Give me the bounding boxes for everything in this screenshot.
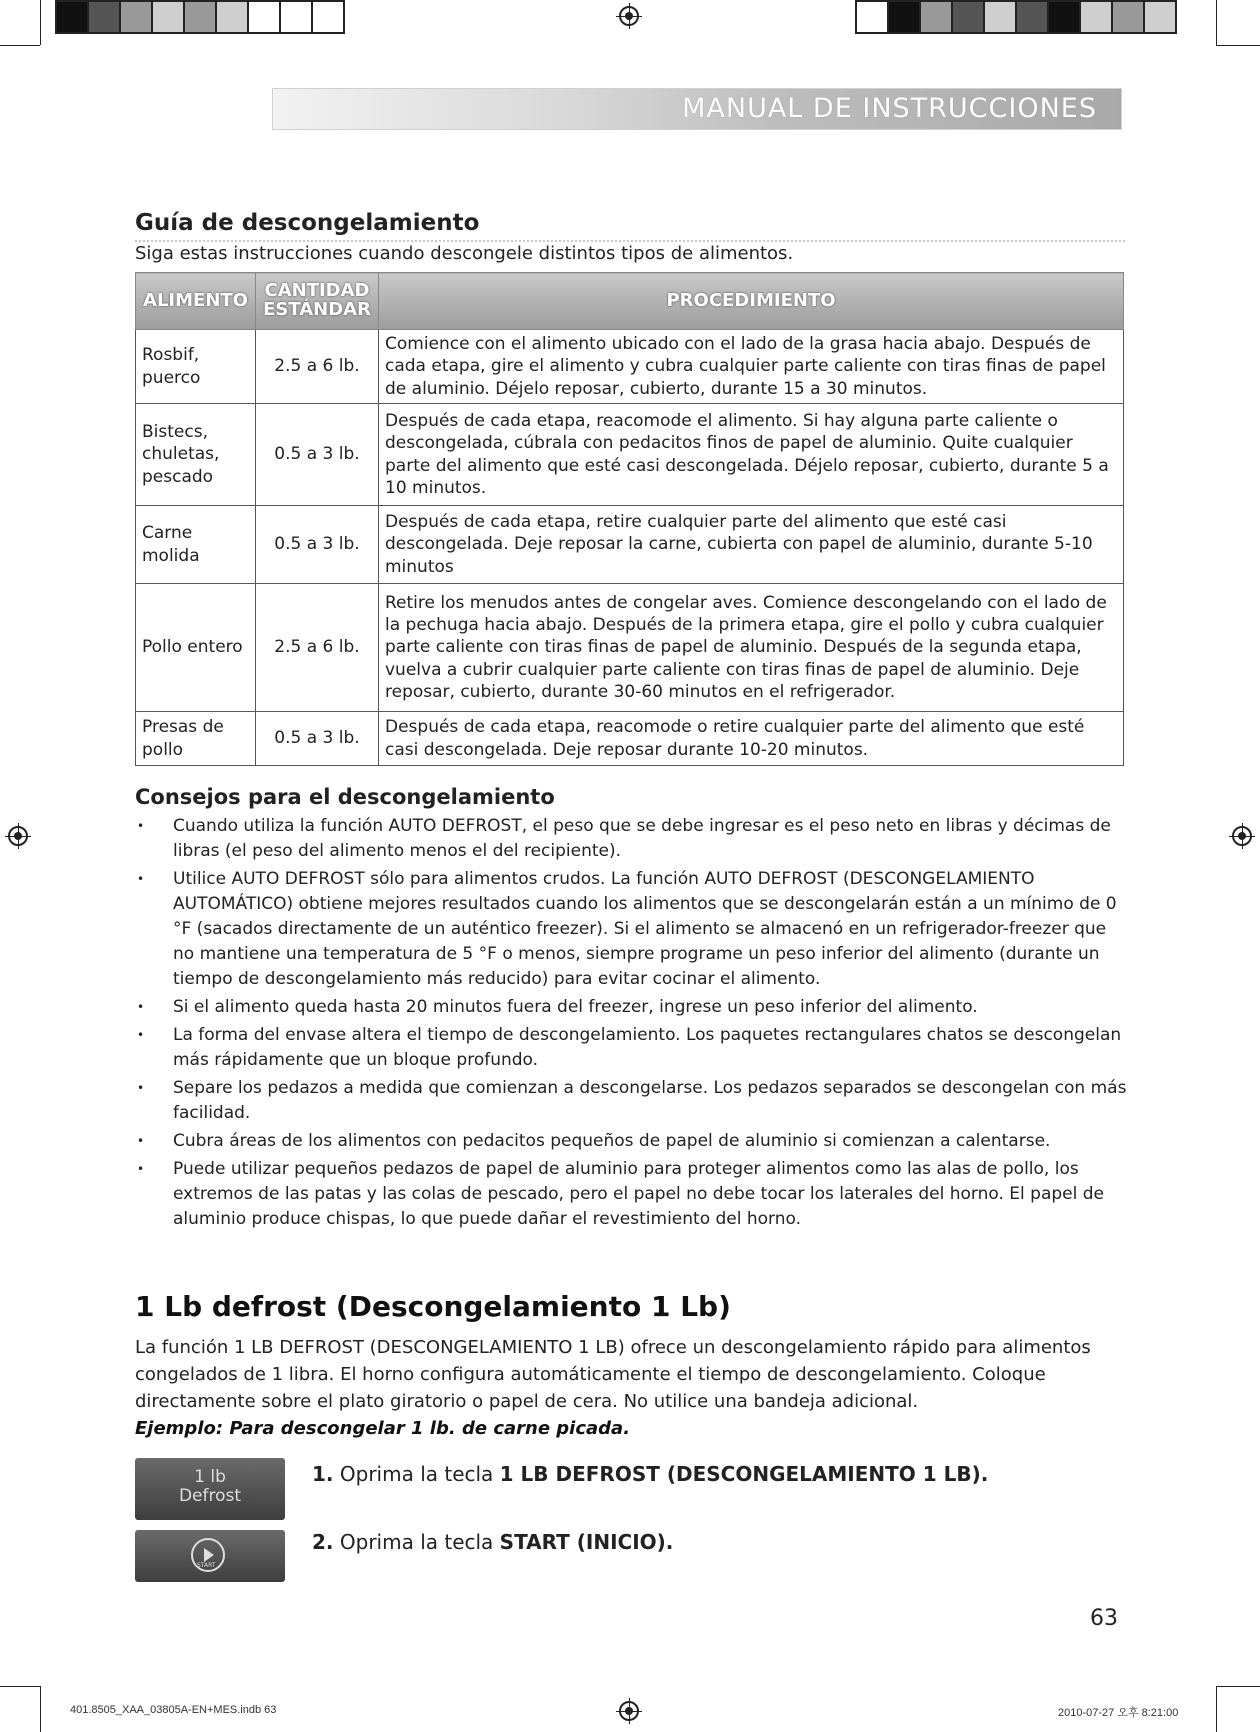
one-lb-defrost-description: La función 1 LB DEFROST (DESCONGELAMIENTO 1 LB) ofrece un descongelamiento rápido para alimentos congelados de 1 libra. El horno configura automáticamente el tiempo de descongelamiento. Coloque directamente sobre el plato giratorio o papel de cera. No utilice una bandeja adicional. [135, 1337, 1091, 1412]
procedure-cell: Después de cada etapa, reacomode o retire cualquier parte del alimento que esté casi descongelada. Deje reposar durante 10-20 minutos. [379, 712, 1124, 766]
quantity-cell: 2.5 a 6 lb. [256, 584, 379, 712]
one-lb-defrost-title: 1 Lb defrost (Descongelamiento 1 Lb) [135, 1290, 731, 1323]
swatch [919, 0, 953, 34]
step-text: Oprima la tecla [339, 1530, 494, 1554]
table-row [136, 330, 1124, 404]
list-item: • Puede utilizar pequeños pedazos de papel de aluminio para proteger alimentos como las alas de pollo, los extremos de las patas y las colas de pescado, pero el papel no debe tocar los laterales del horno. El papel de aluminio produce chispas, lo que puede dañar el revestimiento del horno. [135, 1157, 1130, 1232]
food-cell: Bistecs, chuletas, pescado [136, 404, 256, 506]
list-item: • Utilice AUTO DEFROST sólo para alimentos crudos. La función AUTO DEFROST (DESCONGELAMIENTO AUTOMÁTICO) obtiene mejores resultados cuando los alimentos que se descongelarán están a un mínimo de 0 °F (sacados directamente de un auténtico freezer). Si el alimento se almacenó en un refrigerador-freezer que no mantiene una temperatura de 5 °F o menos, siempre programe un peso inferior del alimento (durante un tiempo de descongelamiento más reducido) para evitar cocinar el alimento. [135, 867, 1130, 992]
trim-mark [0, 45, 40, 46]
swatch [183, 0, 217, 34]
column-header-food: ALIMENTO [136, 273, 256, 330]
start-key-label: START [197, 1562, 216, 1569]
registration-crosshair-icon [1232, 826, 1252, 846]
banner-title: MANUAL DE INSTRUCCIONES [682, 93, 1097, 124]
start-key[interactable] [135, 1530, 285, 1582]
one-lb-defrost-key[interactable] [135, 1458, 285, 1520]
step-key-name: START (INICIO). [499, 1530, 674, 1554]
swatch [55, 0, 89, 34]
swatch [279, 0, 313, 34]
tips-title: Consejos para el descongelamiento [135, 785, 555, 809]
swatch [855, 0, 889, 34]
table-row [136, 584, 1124, 712]
procedure-cell: Comience con el alimento ubicado con el lado de la grasa hacia abajo. Después de cada etapa, gire el alimento y cubra cualquier parte caliente con tiras finas de papel de aluminio. Déjelo reposar, cubierto, durante 15 a 30 minutos. [379, 330, 1124, 404]
trim-mark [1216, 1686, 1217, 1732]
table-row [136, 506, 1124, 584]
registration-crosshair-icon [619, 6, 639, 26]
food-cell: Pollo entero [136, 584, 256, 712]
swatch [87, 0, 121, 34]
list-item: • Si el alimento queda hasta 20 minutos fuera del freezer, ingrese un peso inferior del alimento. [135, 995, 1130, 1020]
procedure-cell: Retire los menudos antes de congelar aves. Comience descongelando con el lado de la pechuga hacia abajo. Después de la primera etapa, gire el pollo y cubra cualquier parte caliente con tiras finas de papel de aluminio. Después de la segunda etapa, vuelva a cubrir cualquier parte caliente con tiras finas de papel de aluminio. Deje reposar, cubierto, durante 30-60 minutos en el refrigerador. [379, 584, 1124, 712]
swatch [1015, 0, 1049, 34]
swatch [1047, 0, 1081, 34]
list-item: • Separe los pedazos a medida que comienzan a descongelarse. Los pedazos separados se descongelan con más facilidad. [135, 1076, 1130, 1126]
trim-mark [1216, 0, 1217, 45]
swatch [151, 0, 185, 34]
list-item: • Cuando utiliza la función AUTO DEFROST, el peso que se debe ingresar es el peso neto en libras y décimas de libras (el peso del alimento menos el del recipiente). [135, 814, 1130, 864]
procedure-cell: Después de cada etapa, retire cualquier parte del alimento que esté casi descongelada. Deje reposar la carne, cubierta con papel de aluminio, durante 5-10 minutos [379, 506, 1124, 584]
registration-crosshair-icon [619, 1701, 639, 1721]
table-row [136, 404, 1124, 506]
example-heading: Ejemplo: Para descongelar 1 lb. de carne picada. [135, 1418, 631, 1439]
trim-mark [0, 1686, 40, 1687]
swatch [1143, 0, 1177, 34]
color-registration-bar-right [855, 0, 1175, 34]
swatch [887, 0, 921, 34]
defrost-guide-title: Guía de descongelamiento [135, 210, 1125, 242]
swatch [247, 0, 281, 34]
step-2 [312, 1530, 673, 1554]
footer-file-slug: 401.8505_XAA_03805A-EN+MES.indb 63 [70, 1704, 277, 1716]
step-key-name: 1 LB DEFROST (DESCONGELAMIENTO 1 LB). [499, 1462, 989, 1486]
quantity-cell: 0.5 a 3 lb. [256, 712, 379, 766]
trim-mark [40, 0, 41, 45]
list-item: • Cubra áreas de los alimentos con pedacitos pequeños de papel de aluminio si comienzan a calentarse. [135, 1129, 1130, 1154]
step-number: 2. [312, 1530, 334, 1554]
swatch [215, 0, 249, 34]
quantity-cell: 0.5 a 3 lb. [256, 506, 379, 584]
swatch [951, 0, 985, 34]
quantity-cell: 2.5 a 6 lb. [256, 330, 379, 404]
key-label-line2: Defrost [178, 1486, 242, 1506]
step-number: 1. [312, 1462, 334, 1486]
swatch [983, 0, 1017, 34]
food-cell: Presas de pollo [136, 712, 256, 766]
table-header-row [136, 273, 1124, 330]
swatch [1111, 0, 1145, 34]
table-row [136, 712, 1124, 766]
list-item: • La forma del envase altera el tiempo de descongelamiento. Los paquetes rectangulares chatos se descongelan más rápidamente que un bloque profundo. [135, 1023, 1130, 1073]
color-registration-bar-left [55, 0, 343, 34]
defrost-guide-intro: Siga estas instrucciones cuando descongele distintos tipos de alimentos. [135, 243, 794, 264]
footer-timestamp: 2010-07-27 오후 8:21:00 [1058, 1707, 1179, 1719]
swatch [311, 0, 345, 34]
column-header-procedure: PROCEDIMIENTO [379, 273, 1124, 330]
swatch [1079, 0, 1113, 34]
food-cell: Rosbif, puerco [136, 330, 256, 404]
page-number: 63 [1090, 1606, 1118, 1631]
trim-mark [40, 1686, 41, 1732]
procedure-cell: Después de cada etapa, reacomode el alimento. Si hay alguna parte caliente o descongelada, cúbrala con pedacitos finos de papel de aluminio. Quite cualquier parte del alimento que esté casi descongelada. Déjelo reposar, cubierto, durante 5 a 10 minutos. [379, 404, 1124, 506]
step-text: Oprima la tecla [339, 1462, 494, 1486]
column-header-quantity: CANTIDAD ESTÁNDAR [256, 273, 379, 330]
key-label-line1: 1 lb [194, 1467, 226, 1487]
defrost-guide-table [135, 272, 1124, 766]
food-cell: Carne molida [136, 506, 256, 584]
swatch [119, 0, 153, 34]
trim-mark [1216, 45, 1260, 46]
step-1 [312, 1462, 988, 1486]
registration-crosshair-icon [8, 826, 28, 846]
tips-list [135, 814, 1130, 1235]
quantity-cell: 0.5 a 3 lb. [256, 404, 379, 506]
trim-mark [1216, 1686, 1260, 1687]
header-banner [272, 88, 1122, 130]
